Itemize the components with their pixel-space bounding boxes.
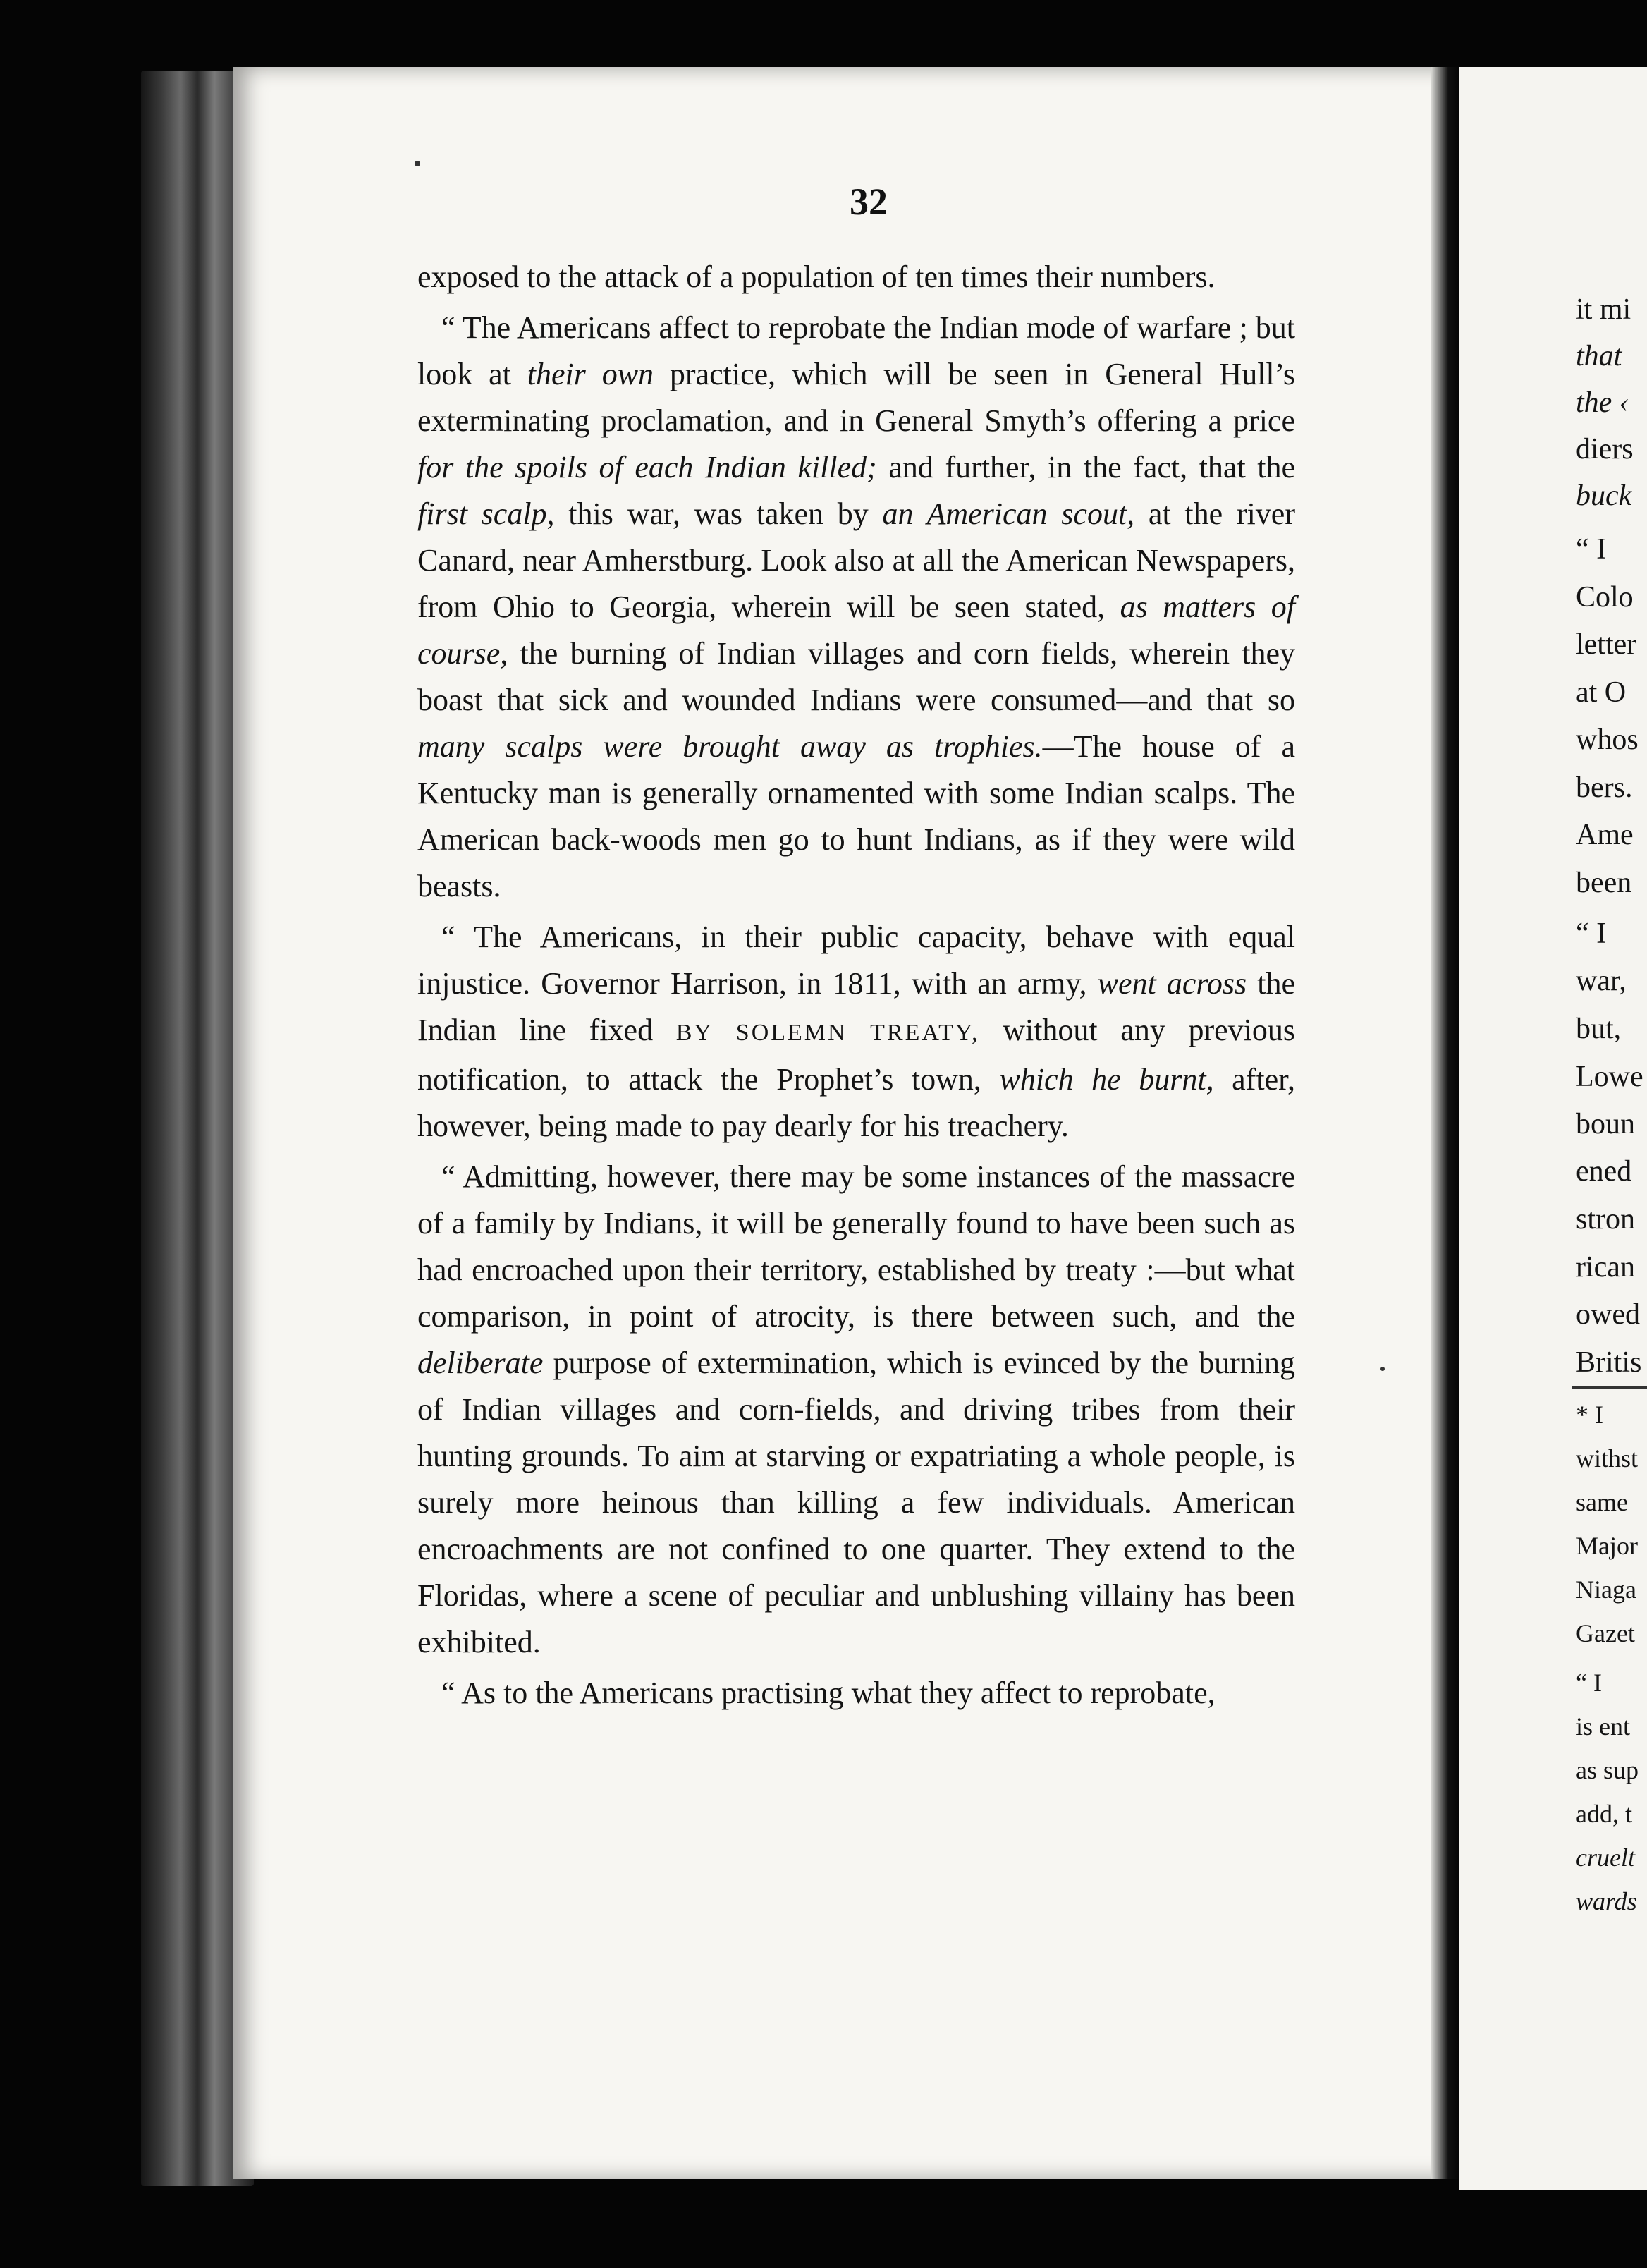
paragraph bbox=[417, 254, 1295, 300]
text-run: the Indian line fixed bbox=[417, 966, 1295, 1047]
paragraph bbox=[417, 305, 1295, 910]
right-page-line: diers bbox=[1576, 433, 1634, 465]
right-page-line: buck bbox=[1576, 480, 1632, 512]
text-run: —The house of a Kentucky man is generally ornamented with some Indian scalps. The American back-woods men go to hunt Indians, as if they were wild beasts. bbox=[417, 729, 1295, 903]
italic-run: many scalps were brought away as trophies. bbox=[417, 729, 1043, 764]
right-page-footnote-line: cruelt bbox=[1576, 1843, 1635, 1872]
right-page-footnote-line: add, t bbox=[1576, 1800, 1632, 1828]
italic-run: which he burnt, bbox=[999, 1062, 1214, 1097]
right-page-footnote-line: same bbox=[1576, 1488, 1628, 1516]
text-run: this war, was taken by bbox=[554, 496, 883, 531]
text-run: “ The Americans, in their public capacity, behave with equal injustice. Governor Harrison, in 1811, with an army, bbox=[417, 920, 1295, 1001]
right-page-line: but, bbox=[1576, 1013, 1622, 1045]
text-run: BY SOLEMN TREATY, bbox=[675, 1020, 980, 1046]
italic-run: their own bbox=[527, 357, 654, 391]
right-page-line: Colo bbox=[1576, 581, 1634, 614]
right-page-line: boun bbox=[1576, 1108, 1635, 1140]
right-page-footnote-line: withst bbox=[1576, 1444, 1639, 1473]
right-page-line: that bbox=[1576, 340, 1622, 372]
text-run: practice, which will be seen in General Hull’s exterminating proclamation, and in General Smyth’s offering a price bbox=[417, 357, 1295, 438]
paragraph bbox=[417, 914, 1295, 1150]
footnote-rule bbox=[1572, 1386, 1647, 1389]
page-number: 32 bbox=[850, 181, 888, 223]
speck bbox=[1380, 1367, 1385, 1371]
right-page-footnote-line: Gazet bbox=[1576, 1619, 1635, 1647]
right-page-footnote-line: Niaga bbox=[1576, 1575, 1636, 1604]
italic-run: went across bbox=[1097, 966, 1247, 1001]
right-page-line: Ame bbox=[1576, 819, 1634, 851]
right-page-line: rican bbox=[1576, 1251, 1635, 1284]
right-page-line: bers. bbox=[1576, 772, 1633, 804]
italic-run: an American scout, bbox=[882, 496, 1135, 531]
right-page-line: “ I bbox=[1576, 533, 1607, 566]
right-page-line: war, bbox=[1576, 965, 1627, 997]
right-page-line: stron bbox=[1576, 1203, 1635, 1236]
right-page-line: the ‹ bbox=[1576, 386, 1629, 419]
text-run: exposed to the attack of a population of ten times their numbers. bbox=[417, 260, 1216, 294]
page-gutter bbox=[1431, 67, 1459, 2179]
text-run: “ The Americans affect to reprobate the Indian mode of warfare ; but look at bbox=[417, 310, 1295, 391]
body-text bbox=[417, 254, 1295, 1721]
italic-run: deliberate bbox=[417, 1346, 544, 1380]
right-page-line: letter bbox=[1576, 628, 1637, 661]
speck bbox=[415, 161, 420, 166]
italic-run: for the spoils of each Indian killed; bbox=[417, 450, 877, 484]
text-run: at the river Canard, near Amherstburg. Look also at all the American Newspapers, from Ohio to Georgia, wherein will be seen stated, bbox=[417, 496, 1295, 624]
text-run: without any previous notification, to attack the Prophet’s town, bbox=[417, 1013, 1295, 1097]
right-page-text bbox=[1576, 293, 1647, 1929]
right-page-line: “ I bbox=[1576, 917, 1607, 950]
right-page-line: it mi bbox=[1576, 293, 1631, 326]
right-page-footnote-line: is ent bbox=[1576, 1712, 1630, 1740]
right-page-footnote-line: * I bbox=[1576, 1401, 1603, 1429]
right-page-line: owed bbox=[1576, 1298, 1640, 1331]
right-page-line: whos bbox=[1576, 724, 1639, 756]
right-page-footnote-line: Major bbox=[1576, 1532, 1638, 1560]
right-page-line: ened bbox=[1576, 1155, 1632, 1188]
text-run: the burning of Indian villages and corn fields, wherein they boast that sick and wounded Indians were consumed—and that so bbox=[417, 636, 1295, 717]
right-page-line: Britis bbox=[1576, 1346, 1642, 1379]
italic-run: first scalp, bbox=[417, 496, 555, 531]
right-page-footnote-line: “ I bbox=[1576, 1669, 1602, 1697]
text-run: and further, in the fact, that the bbox=[876, 450, 1296, 484]
right-page-footnote-line: wards bbox=[1576, 1887, 1637, 1915]
text-run: purpose of extermination, which is evinced by the burning of Indian villages and corn-fields, and driving tribes from their hunting grounds. To aim at starving or expatriating a whole people, is surely more heinous than killing a few individuals. American encroachments are not confined to one quarter. They extend to the Floridas, where a scene of peculiar and unblushing villainy has been exhibited. bbox=[417, 1346, 1295, 1659]
paragraph bbox=[417, 1154, 1295, 1666]
right-page-line: at O bbox=[1576, 676, 1627, 709]
right-page-line: been bbox=[1576, 867, 1632, 899]
paragraph bbox=[417, 1670, 1295, 1717]
italic-run: as matters of course, bbox=[417, 590, 1295, 671]
text-run: after, however, being made to pay dearly for his treachery. bbox=[417, 1062, 1296, 1143]
text-run: “ As to the Americans practising what they affect to reprobate, bbox=[441, 1676, 1216, 1710]
right-page-line: Lowe bbox=[1576, 1061, 1643, 1093]
right-page-footnote-line: as sup bbox=[1576, 1756, 1639, 1784]
text-run: “ Admitting, however, there may be some instances of the massacre of a family by Indians, it will be generally found to have been such as had encroached upon their territory, established by treaty :—but what comparison, in point of atrocity, is there between such, and the bbox=[417, 1159, 1295, 1334]
